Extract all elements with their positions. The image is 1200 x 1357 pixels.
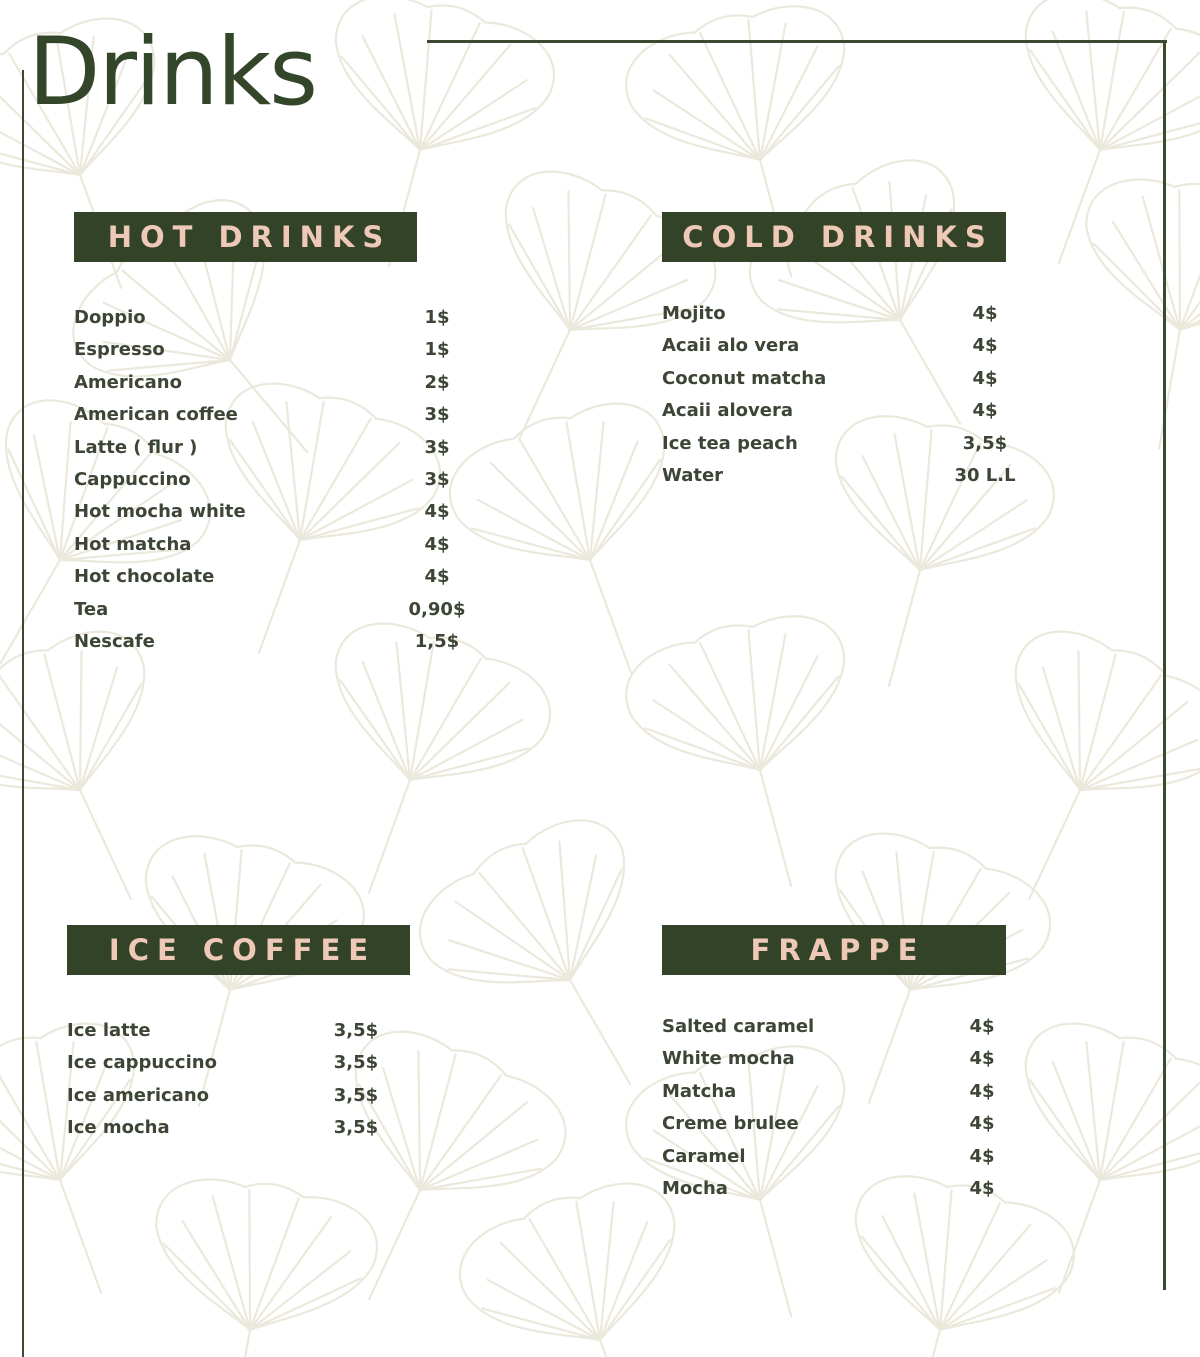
menu-item-name: Water: [662, 465, 724, 486]
menu-item: [662, 368, 1022, 398]
ginkgo-leaf-icon: [120, 1165, 386, 1357]
menu-item-name: Acaii alovera: [662, 400, 794, 422]
menu-item-price: 3,5$: [333, 1117, 379, 1139]
menu-item-price: 1$: [424, 307, 450, 328]
menu-item: [662, 1081, 1022, 1111]
menu-item: [662, 335, 1022, 365]
menu-item-name: Hot mocha white: [74, 501, 246, 523]
ginkgo-leaf-icon: [1050, 165, 1200, 467]
menu-item: [662, 1113, 1022, 1143]
menu-item: [662, 1146, 1022, 1176]
menu-item: [67, 1052, 427, 1082]
menu-item-price: 4$: [969, 1016, 995, 1037]
menu-item: [74, 501, 450, 531]
menu-item: [662, 1048, 1022, 1078]
menu-item-price: 1$: [424, 339, 450, 361]
menu-item-price: 4$: [969, 1080, 995, 1102]
menu-item: [67, 1020, 427, 1050]
menu-item-name: Mocha: [662, 1178, 728, 1199]
menu-item-name: Coconut matcha: [662, 367, 827, 389]
menu-item: [74, 404, 450, 434]
menu-item: [662, 400, 1022, 430]
menu-item-price: 4$: [969, 1113, 995, 1135]
menu-item-name: Cappuccino: [74, 469, 191, 490]
menu-item: [74, 631, 460, 661]
menu-item-name: Acaii alo vera: [662, 335, 800, 357]
menu-item-price: 2$: [424, 371, 450, 393]
menu-item-price: 4$: [424, 533, 450, 555]
menu-item-name: Nescafe: [74, 631, 155, 652]
page-title: Drinks: [28, 18, 317, 127]
menu-item-price: 3,5$: [333, 1052, 379, 1074]
left-rule: [22, 70, 24, 1357]
menu-item: [662, 303, 1022, 333]
menu-item-price: 4$: [969, 1048, 995, 1070]
menu-item-price: 4$: [969, 1145, 995, 1167]
menu-item-price: 30 L.L: [954, 465, 1016, 486]
menu-item-price: 4$: [424, 566, 450, 588]
menu-item-name: Tea: [74, 598, 109, 620]
menu-item-name: Hot matcha: [74, 533, 192, 555]
menu-item: [74, 566, 450, 596]
menu-item-name: Ice tea peach: [662, 432, 798, 454]
menu-item-price: 4$: [972, 367, 998, 389]
ginkgo-leaf-icon: [928, 609, 1200, 946]
menu-item-name: Espresso: [74, 339, 165, 361]
menu-item: [67, 1085, 427, 1115]
cold-drinks-banner: COLD DRINKS: [662, 212, 1006, 262]
menu-item: [67, 1117, 427, 1147]
hot-drinks-banner: HOT DRINKS: [74, 212, 417, 262]
menu-item-name: White mocha: [662, 1048, 795, 1070]
menu-item-name: Americano: [74, 371, 182, 393]
menu-item: [74, 307, 450, 337]
frappe-banner: FRAPPE: [662, 925, 1006, 975]
menu-item: [74, 339, 450, 369]
menu-item-name: Mojito: [662, 303, 726, 324]
right-rule: [1163, 40, 1166, 1290]
menu-item-name: Caramel: [662, 1145, 746, 1167]
menu-item: [74, 436, 450, 467]
menu-item-price: 3,5$: [962, 432, 1008, 454]
menu-item-name: Ice americano: [67, 1084, 209, 1106]
menu-item-name: Hot chocolate: [74, 566, 215, 588]
menu-item: [662, 1178, 1022, 1208]
menu-item-price: 4$: [972, 335, 998, 357]
menu-item-price: 1,5$: [414, 631, 460, 652]
menu-item-name: Doppio: [74, 307, 146, 328]
menu-item-price: 4$: [424, 501, 450, 523]
menu-item-price: 3$: [424, 469, 450, 490]
menu-item-price: 4$: [972, 303, 998, 324]
menu-item-price: 3$: [424, 436, 450, 458]
ice-coffee-banner: ICE COFFEE: [67, 925, 410, 975]
menu-item-price: 3$: [424, 404, 450, 426]
menu-item-name: Salted caramel: [662, 1016, 815, 1037]
menu-item-price: 3,5$: [333, 1020, 379, 1041]
menu-item: [74, 598, 466, 629]
menu-item-name: Ice mocha: [67, 1117, 170, 1139]
menu-item-price: 4$: [972, 400, 998, 422]
top-rule: [427, 40, 1167, 43]
menu-item: [662, 465, 1022, 495]
menu-item-price: 4$: [969, 1178, 995, 1199]
menu-item-name: Latte ( flur ): [74, 436, 198, 458]
menu-item-name: Ice cappuccino: [67, 1052, 217, 1074]
menu-item-price: 3,5$: [333, 1084, 379, 1106]
menu-item-name: Ice latte: [67, 1020, 151, 1041]
menu-item-price: 0,90$: [408, 598, 466, 620]
menu-item: [662, 433, 1022, 463]
menu-item-name: Creme brulee: [662, 1113, 799, 1135]
menu-item: [74, 469, 450, 499]
ginkgo-leaf-icon: [614, 599, 898, 915]
menu-item: [662, 1016, 1022, 1046]
menu-item-name: Matcha: [662, 1080, 737, 1102]
menu-item-name: American coffee: [74, 404, 238, 426]
menu-item: [74, 533, 450, 564]
menu-item: [74, 371, 450, 402]
